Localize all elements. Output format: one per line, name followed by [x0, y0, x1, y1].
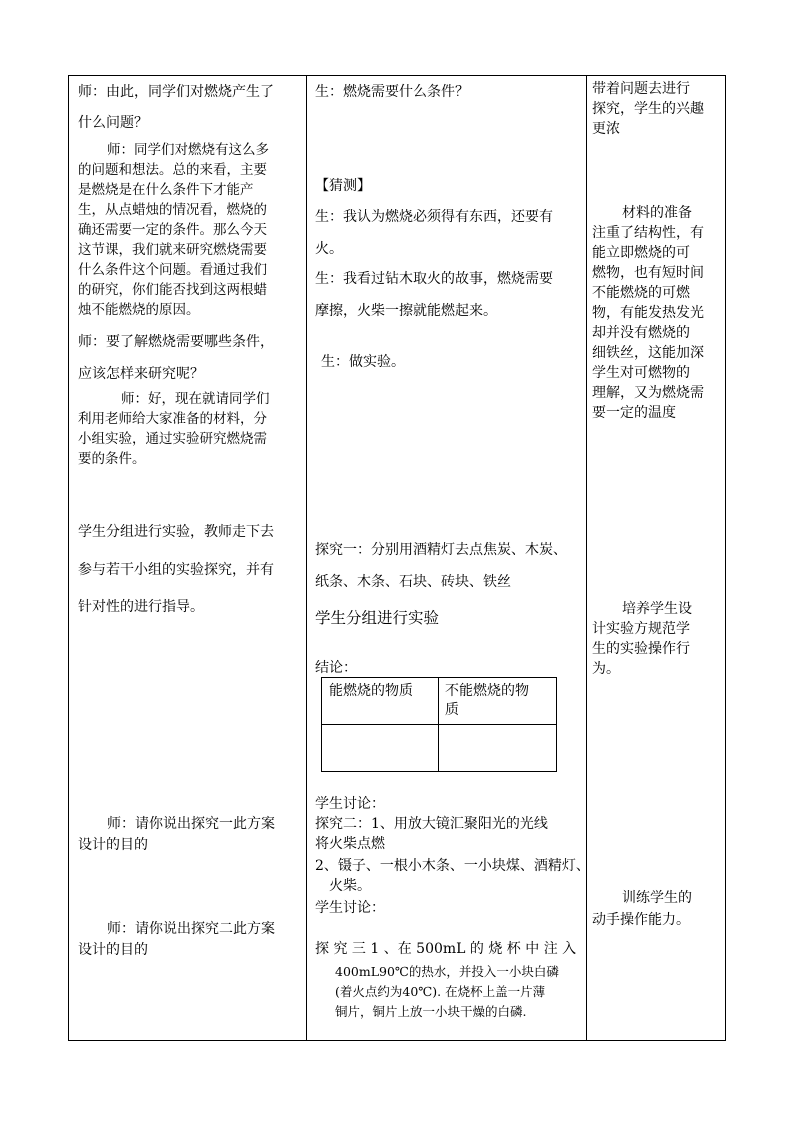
text-line: 这节课，我们就来研究燃烧需要 [78, 242, 267, 258]
text-line: 探究一：分别用酒精灯去点焦炭、木炭、 [315, 542, 567, 558]
text-line: 注重了结构性，有 [592, 225, 704, 241]
text-line: 探 究 三 1 、在 500mL 的 烧 杯 中 注 入 [315, 941, 577, 957]
text-line: (着火点约为40℃). 在烧杯上盖一片薄 [335, 984, 546, 999]
text-line: 为。 [592, 661, 620, 677]
text-line: 探究，学生的兴趣 [592, 101, 704, 117]
text-line: 学生分组进行实验 [315, 609, 440, 627]
text-line: 的研究，你们能否找到这两根蜡 [78, 282, 267, 298]
text-line: 要一定的温度 [592, 405, 676, 421]
text-line: 生：我认为燃烧必须得有东西，还要有 [315, 209, 553, 225]
text-line: 生：我看过钻木取火的故事，燃烧需要 [315, 271, 553, 287]
text-line: 的问题和想法。总的来看，主要 [78, 162, 267, 178]
text-line: 师：请你说出探究一此方案 [107, 816, 275, 832]
text-line: 什么条件这个问题。看通过我们 [78, 262, 267, 278]
text-line: 烛不能燃烧的原因。 [78, 302, 200, 318]
text-line: 400mL90℃的热水，并投入一小块白磷 [335, 964, 559, 979]
text-line: 摩擦，火柴一擦就能燃起来。 [315, 303, 497, 319]
text-line: 纸条、木条、石块、砖块、铁丝 [315, 574, 511, 590]
teacher-activity-column [69, 76, 306, 1040]
conclusion-label: 结论： [315, 660, 357, 676]
text-line: 培养学生设 [622, 601, 692, 617]
text-line: 铜片，铜片上放一小块干燥的白磷. [335, 1004, 527, 1019]
text-line: 学生分组进行实验，教师走下去 [78, 524, 274, 540]
text-line: 生：燃烧需要什么条件？ [315, 84, 469, 100]
text-line: 设计的目的 [78, 837, 148, 853]
text-line: 学生对可燃物的 [592, 365, 690, 381]
text-line: 却并没有燃烧的 [592, 325, 690, 341]
text-line: 材料的准备 [622, 205, 692, 221]
text-line: 能立即燃烧的可 [592, 245, 690, 261]
design-intent-column [587, 76, 726, 1040]
lesson-table [68, 75, 726, 1041]
text-line: 生：做实验。 [321, 354, 405, 370]
text-line: 细铁丝，这能加深 [592, 345, 704, 361]
text-line: 更浓 [592, 121, 620, 137]
text-line: 火。 [315, 241, 343, 257]
text-line: 是燃烧是在什么条件下才能产 [78, 182, 254, 198]
text-line: 学生讨论： [315, 796, 385, 812]
text-line: 探究二：1、用放大镜汇聚阳光的光线 [315, 816, 548, 832]
text-line: 将火柴点燃 [315, 836, 385, 852]
text-line: 学生讨论： [315, 900, 385, 916]
table-header-nonburnable-cont: 质 [445, 702, 459, 718]
text-line: 火柴。 [329, 878, 371, 894]
text-line: 应该怎样来研究呢？ [78, 366, 204, 382]
text-line: 动手操作能力。 [592, 912, 690, 928]
text-line: 设计的目的 [78, 942, 148, 958]
guess-heading: 【猜测】 [315, 178, 371, 194]
text-line: 生，从点蜡烛的情况看，燃烧的 [78, 202, 267, 218]
table-header-nonburnable: 不能燃烧的物 [445, 683, 529, 699]
text-line: 针对性的进行指导。 [78, 599, 204, 615]
text-line: 小组实验，通过实验研究燃烧需 [78, 431, 267, 447]
text-line: 生的实验操作行 [592, 641, 690, 657]
text-line: 理解，又为燃烧需 [592, 385, 704, 401]
text-line: 2、镊子、一根小木条、一小块煤、酒精灯、 [315, 858, 590, 874]
text-line: 师：好，现在就请同学们 [121, 391, 270, 407]
text-line: 物，有能发热发光 [592, 305, 704, 321]
text-line: 参与若干小组的实验探究，并有 [78, 562, 274, 578]
text-line: 师：由此，同学们对燃烧产生了 [78, 84, 274, 100]
table-header-burnable: 能燃烧的物质 [329, 683, 413, 699]
text-line: 利用老师给大家准备的材料，分 [78, 411, 267, 427]
text-line: 训练学生的 [622, 890, 692, 906]
text-line: 要的条件。 [78, 451, 146, 467]
text-line: 带着问题去进行 [592, 81, 690, 97]
conclusion-table [321, 677, 557, 772]
text-line: 计实验方规范学 [592, 621, 690, 637]
text-line: 师：请你说出探究二此方案 [107, 921, 275, 937]
text-line: 师：同学们对燃烧有这么多 [107, 142, 269, 158]
text-line: 确还需要一定的条件。那么今天 [78, 222, 267, 238]
text-line: 燃物，也有短时间 [592, 265, 704, 281]
text-line: 师：要了解燃烧需要哪些条件， [78, 334, 274, 350]
table-divider [322, 724, 556, 725]
text-line: 不能燃烧的可燃 [592, 285, 690, 301]
student-activity-column [307, 76, 590, 1040]
text-line: 什么问题？ [78, 115, 148, 131]
